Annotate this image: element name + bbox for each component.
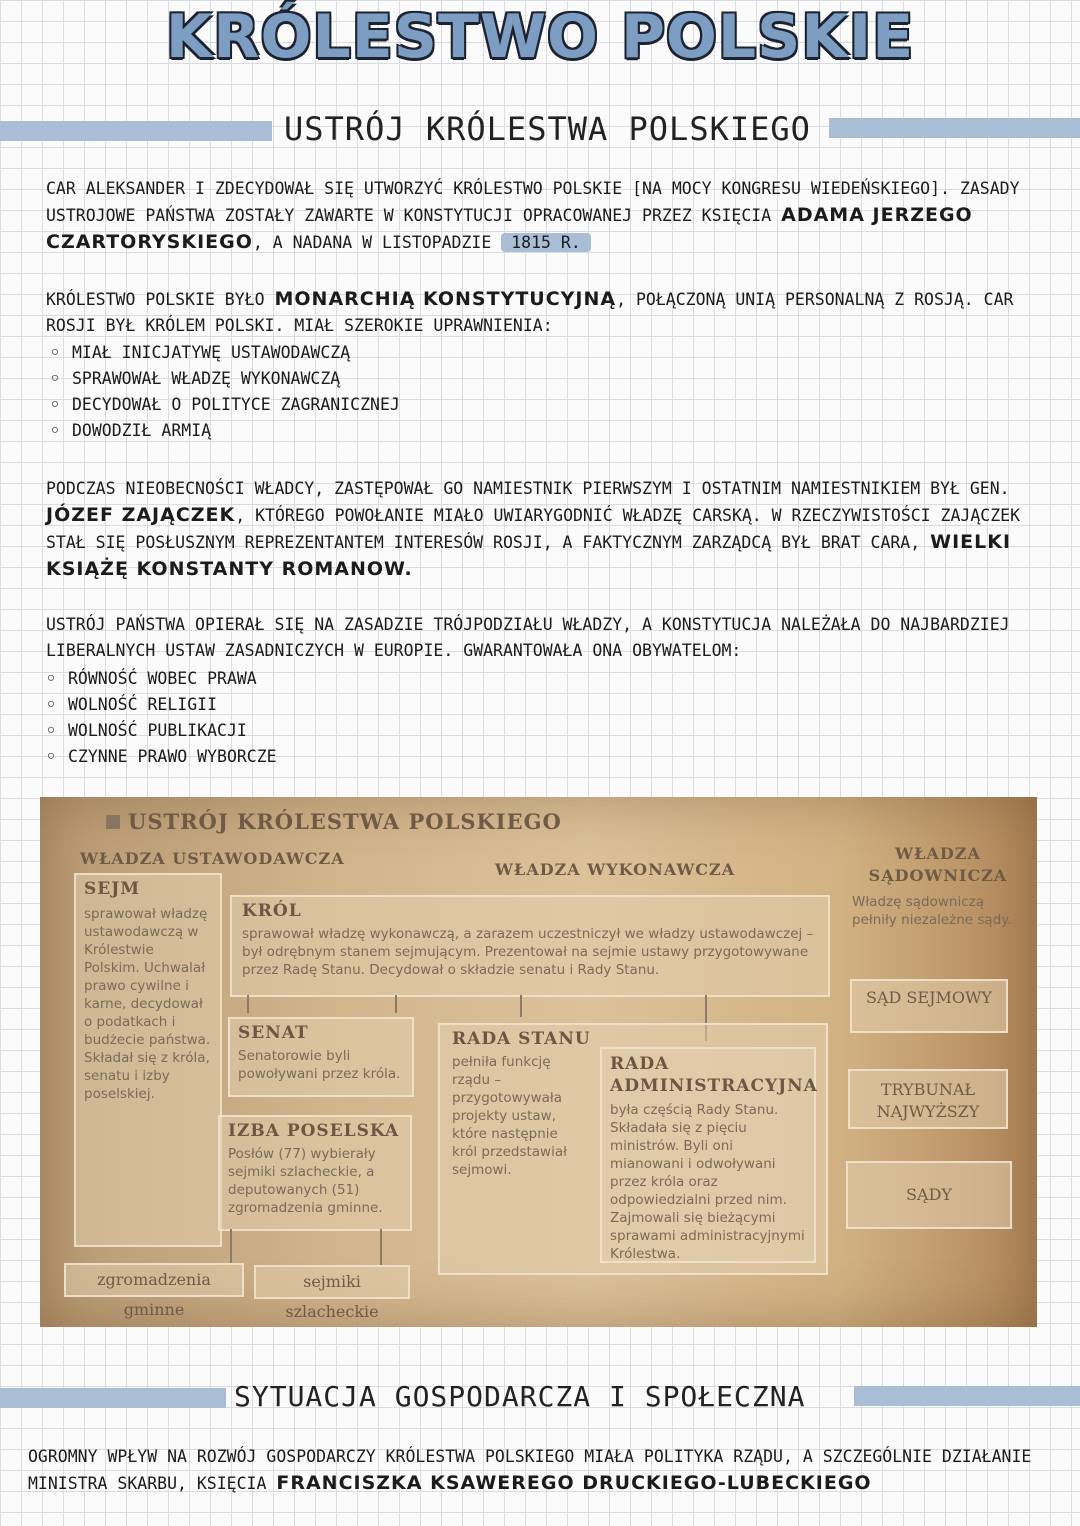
rada-stanu-text: pełniła funkcję rządu – przygotowywała projekty ustaw, które następnie król przedstawiał sejmowi. xyxy=(452,1054,567,1178)
p2-monarchia: MONARCHIĄ KONSTYTUCYJNĄ xyxy=(274,288,617,310)
heading-band-right xyxy=(829,118,1080,138)
paragraph-trojpodzial xyxy=(46,612,1074,664)
figure-title xyxy=(106,809,562,834)
judicial-text: Władzę sądowniczą pełniły niezależne sądy. xyxy=(852,894,1012,928)
p4-text: USTRÓJ PAŃSTWA OPIERAŁ SIĘ NA ZASADZIE TRÓJPODZIAŁU WŁADZY, A KONSTYTUCJA NALEŻAŁA DO NAJBARDZIEJ LIBERALNYCH USTAW ZASADNICZYCH W EUROPIE. GWARANTOWAŁA ONA OBYWATELOM: xyxy=(46,615,1010,660)
list-item: ◦ CZYNNE PRAWO WYBORCZE xyxy=(44,744,644,770)
list-item: ◦ DECYDOWAŁ O POLITYCE ZAGRANICZNEJ xyxy=(48,392,648,418)
senat-heading: SENAT xyxy=(238,1023,309,1043)
p1-text: CAR ALEKSANDER I ZDECYDOWAŁ SIĘ UTWORZYĆ KRÓLESTWO POLSKIE [NA MOCY KONGRESU WIEDEŃSKIEGO]. ZASADY USTROJOWE PAŃSTWA ZOSTAŁY ZAWARTE W KONSTYTUCJI OPRACOWANEJ PRZEZ KSIĘCIA xyxy=(46,179,1020,225)
list-item: ◦ RÓWNOŚĆ WOBEC PRAWA xyxy=(44,666,644,692)
court-trybunal: TRYBUNAŁ NAJWYŻSZY xyxy=(848,1069,1008,1129)
textbook-diagram-photo xyxy=(40,797,1037,1327)
legislative-caption: WŁADZA USTAWODAWCZA xyxy=(80,849,345,868)
list-item: ◦ SPRAWOWAŁ WŁADZĘ WYKONAWCZĄ xyxy=(48,366,648,392)
krol-box xyxy=(230,895,830,997)
krol-heading: KRÓL xyxy=(242,901,302,921)
arrow-line xyxy=(380,1229,382,1265)
judicial-caption: WŁADZA SĄDOWNICZA xyxy=(868,844,1008,885)
page-title: KRÓLESTWO POLSKIE xyxy=(165,2,915,72)
sejm-heading: SEJM xyxy=(84,879,141,899)
izba-heading: IZBA POSELSKA xyxy=(228,1121,400,1141)
list-item: ◦ MIAŁ INICJATYWĘ USTAWODAWCZĄ xyxy=(48,340,648,366)
rada-adm-text: była częścią Rady Stanu. Składała się z pięciu ministrów. Byli oni mianowani i odwoływani przez króla oraz odpowiedzialni przed nim. Zajmowali się bieżącymi sprawami administracyjnymi Królestwa. xyxy=(610,1102,805,1262)
executive-caption: WŁADZA WYKONAWCZA xyxy=(495,860,736,879)
list-item: ◦ WOLNOŚĆ RELIGII xyxy=(44,692,644,718)
heading-band-left xyxy=(0,121,272,141)
p3-text-2: , KTÓREGO POWOŁANIE MIAŁO UWIARYGODNIĆ WŁADZĘ CARSKĄ. W RZECZYWISTOŚCI ZAJĄCZEK STAŁ SIĘ POSŁUSZNYM REPREZENTANTEM INTERESÓW ROSJI, A FAKTYCZNYM ZARZĄDCĄ BYŁ BRAT CARA, xyxy=(46,506,1021,552)
paragraph-monarchia xyxy=(46,286,1046,339)
court-sady: SĄDY xyxy=(846,1161,1012,1229)
heading-band-right xyxy=(854,1386,1080,1406)
arrow-line xyxy=(395,995,397,1013)
heading-band-left xyxy=(0,1388,226,1408)
p3-text: PODCZAS NIEOBECNOŚCI WŁADCY, ZASTĘPOWAŁ GO NAMIESTNIK PIERWSZYM I OSTATNIM NAMIESTNIKIEM BYŁ GEN. xyxy=(46,479,1010,498)
list-item: ◦ DOWODZIŁ ARMIĄ xyxy=(48,418,648,444)
section-heading-ustroj: USTRÓJ KRÓLESTWA POLSKIEGO xyxy=(284,110,811,148)
year-highlight: 1815 R. xyxy=(501,233,591,252)
senat-text: Senatorowie byli powoływani przez króla. xyxy=(238,1048,401,1082)
figure-title-text: USTRÓJ KRÓLESTWA POLSKIEGO xyxy=(128,809,562,834)
p1-text-2: , A NADANA W LISTOPADZIE xyxy=(252,233,492,252)
arrow-line xyxy=(520,995,522,1017)
p2-text: KRÓLESTWO POLSKIE BYŁO xyxy=(46,290,265,309)
p3-konstanty: WIELKI KSIĄŻĘ KONSTANTY ROMANOW. xyxy=(46,531,1012,580)
sejm-box xyxy=(74,873,222,1247)
s2-lubecki: FRANCISZKA KSAWEREGO DRUCKIEGO-LUBECKIEGO xyxy=(276,1472,872,1494)
p1-czartoryski: ADAMA JERZEGO CZARTORYSKIEGO xyxy=(46,204,973,253)
s2-text: OGROMNY WPŁYW NA ROZWÓJ GOSPODARCZY KRÓLESTWA POLSKIEGO MIAŁA POLITYKA RZĄDU, A SZCZEGÓLNIE DZIAŁANIE MINISTRA SKARBU, KSIĘCIA xyxy=(28,1447,1032,1493)
rights-list xyxy=(44,666,644,770)
p3-zajaczek: JÓZEF ZAJĄCZEK xyxy=(46,504,236,526)
rada-adm-heading: RADA ADMINISTRACYJNA xyxy=(610,1054,818,1096)
court-sad-sejmowy: SĄD SEJMOWY xyxy=(850,979,1008,1033)
rada-administracyjna-box xyxy=(600,1047,816,1263)
paragraph-namiestnik xyxy=(46,476,1056,583)
sejmiki-box: sejmiki szlacheckie xyxy=(254,1265,410,1299)
paragraph-kongres xyxy=(46,176,1074,256)
paragraph-gospodarka xyxy=(28,1444,1068,1497)
section-heading-gospodarka: SYTUACJA GOSPODARCZA I SPOŁECZNA xyxy=(234,1380,806,1413)
p2-text-2: , POŁĄCZONĄ UNIĄ PERSONALNĄ Z ROSJĄ. CAR ROSJI BYŁ KRÓLEM POLSKI. MIAŁ SZEROKIE UPRAWNIENIA: xyxy=(46,290,1014,335)
zgromadzenia-box: zgromadzenia gminne xyxy=(64,1263,244,1297)
sejm-text: sprawował władzę ustawodawczą w Królestwie Polskim. Uchwalał prawo cywilne i karne, decydował o podatkach i budżecie państwa. Składał się z króla, senatu i izby poselskiej. xyxy=(84,906,211,1102)
arrow-line xyxy=(230,1229,232,1265)
senat-box xyxy=(228,1017,414,1097)
rada-stanu-heading: RADA STANU xyxy=(452,1029,591,1049)
krol-text: sprawował władzę wykonawczą, a zarazem uczestniczył we władzy ustawodawczej – był odrębnym stanem sejmującym. Prezentował na sejmie ustawy przygotowywane przez Radę Stanu. Decydował o składzie senatu i Rady Stanu. xyxy=(242,926,814,978)
izba-poselska-box xyxy=(218,1115,412,1231)
powers-list xyxy=(48,340,648,444)
arrow-line xyxy=(247,995,249,1013)
list-item: ◦ WOLNOŚĆ PUBLIKACJI xyxy=(44,718,644,744)
izba-text: Posłów (77) wybierały sejmiki szlacheckie, a deputowanych (51) zgromadzenia gminne. xyxy=(228,1146,383,1216)
